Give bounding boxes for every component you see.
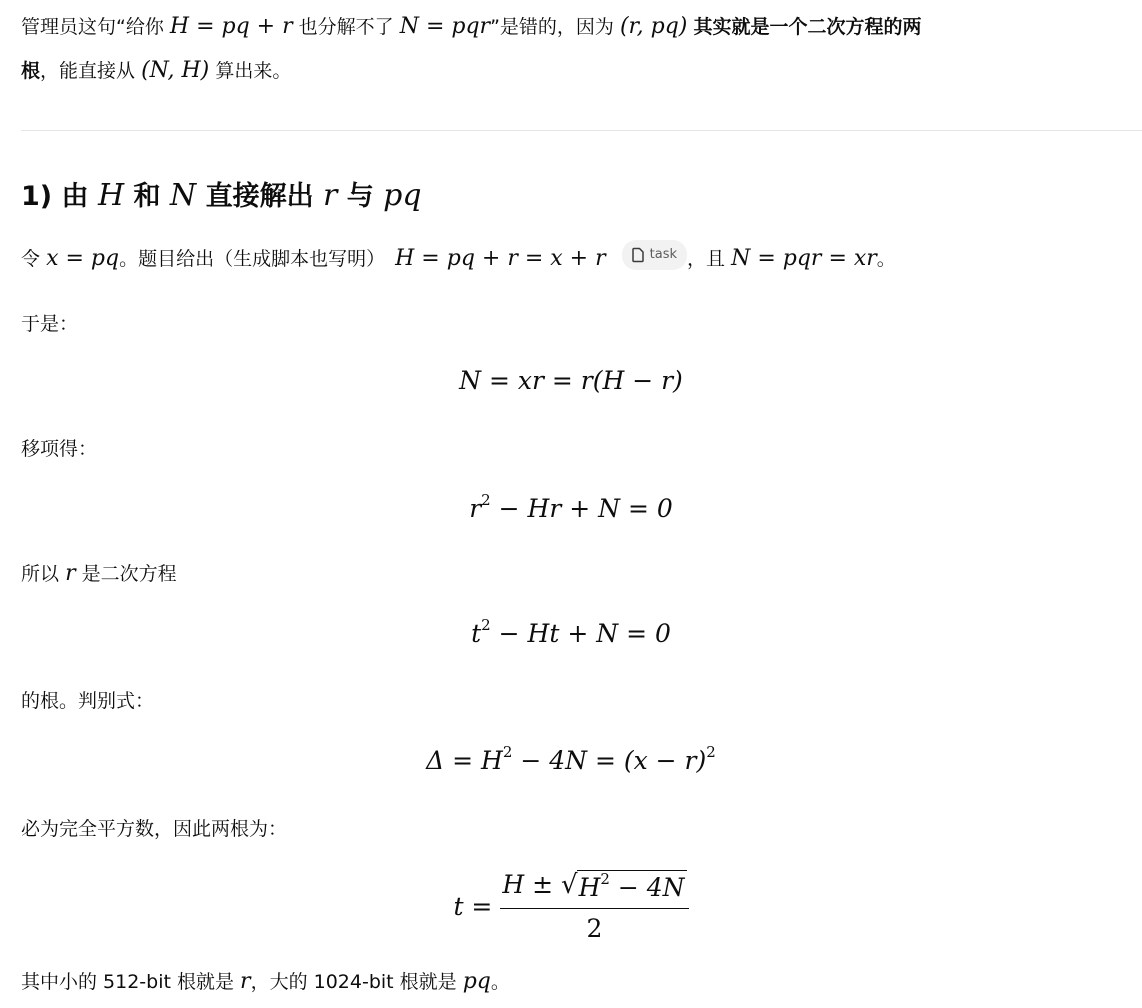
eq-exponent: 2	[600, 870, 610, 888]
para-text: 。题目给出（生成脚本也写明）	[119, 248, 386, 270]
paragraph-definition	[21, 240, 896, 275]
heading-text: 和	[133, 181, 161, 212]
eq-term: − Hr + N = 0	[490, 494, 673, 523]
eq-term: − 4N	[609, 873, 685, 902]
intro-text: 也分解不了	[298, 16, 394, 38]
eq-term: − 4N = (x − r)	[512, 746, 707, 775]
intro-bold: 根	[21, 60, 41, 82]
eq-term: H	[578, 873, 601, 902]
intro-text: 管理员这句“给你	[21, 16, 164, 38]
para-text: ，且	[687, 248, 726, 270]
math-inline: H = pq + r	[169, 14, 293, 39]
paragraph-perfect-square: 必为完全平方数，因此两根为：	[21, 818, 288, 840]
math-inline: x = pq	[46, 246, 120, 271]
eq-term: − Ht + N = 0	[490, 619, 671, 648]
eq-exponent: 2	[481, 616, 491, 634]
eq-term: r	[469, 494, 482, 523]
paragraph-rearrange: 移项得：	[21, 438, 98, 460]
radical-icon: √	[561, 870, 578, 900]
equation-2	[0, 492, 1142, 526]
citation-chip-label: task	[649, 247, 678, 262]
heading-math: pq	[383, 178, 422, 213]
intro-line-2	[21, 57, 291, 85]
equation-4	[0, 744, 1142, 778]
para-text: 所以	[21, 563, 60, 585]
fraction-denominator: 2	[586, 914, 603, 943]
equation-3	[0, 617, 1142, 651]
para-text: 。	[876, 248, 896, 270]
paragraph-roots	[21, 968, 510, 996]
equation-5	[0, 868, 1142, 946]
fraction-numerator	[500, 868, 688, 909]
heading-text: 与	[346, 181, 374, 212]
paragraph-so	[21, 560, 177, 588]
para-text: 其中小的 512-bit 根就是	[21, 971, 234, 993]
intro-text: ”是错的，因为	[490, 16, 614, 38]
math-inline: pq	[462, 969, 491, 994]
math-inline: (N, H)	[141, 58, 210, 83]
heading-text: 直接解出	[205, 181, 314, 212]
math-inline: r	[240, 969, 251, 994]
eq-exponent: 2	[502, 743, 513, 761]
math-inline: N = pqr = xr	[731, 246, 877, 271]
math-inline: H = pq + r = x + r	[395, 246, 606, 271]
heading-math: r	[322, 178, 338, 213]
heading-math: H	[97, 178, 125, 213]
intro-text: ，能直接从	[40, 60, 136, 82]
heading-text: 1) 由	[21, 181, 89, 212]
eq-term: t =	[453, 892, 493, 921]
square-root	[561, 870, 687, 905]
eq-exponent: 2	[706, 743, 716, 761]
citation-chip[interactable]	[622, 240, 687, 270]
eq-term: H ±	[502, 870, 561, 899]
eq-exponent: 2	[481, 491, 491, 509]
eq-term: t	[471, 619, 482, 648]
para-text: 令	[21, 248, 41, 270]
intro-line-1	[21, 13, 921, 41]
intro-text: 算出来。	[215, 60, 292, 82]
file-icon	[631, 247, 645, 263]
math-inline: r	[65, 561, 76, 586]
para-text: 。	[490, 971, 510, 993]
para-text: ，大的 1024-bit 根就是	[250, 971, 457, 993]
section-heading	[21, 178, 422, 215]
math-inline: N = pqr	[399, 14, 491, 39]
section-divider	[21, 130, 1142, 131]
paragraph-thus: 于是：	[21, 313, 79, 335]
paragraph-discriminant: 的根。判别式：	[21, 690, 155, 712]
equation-1: N = xr = r(H − r)	[459, 366, 683, 395]
eq-term: Δ = H	[426, 746, 503, 775]
para-text: 是二次方程	[81, 563, 177, 585]
intro-bold: 其实就是一个二次方程的两	[693, 16, 922, 38]
radicand	[577, 870, 687, 905]
fraction	[500, 868, 688, 946]
heading-math: N	[169, 178, 197, 213]
math-inline: (r, pq)	[619, 14, 688, 39]
